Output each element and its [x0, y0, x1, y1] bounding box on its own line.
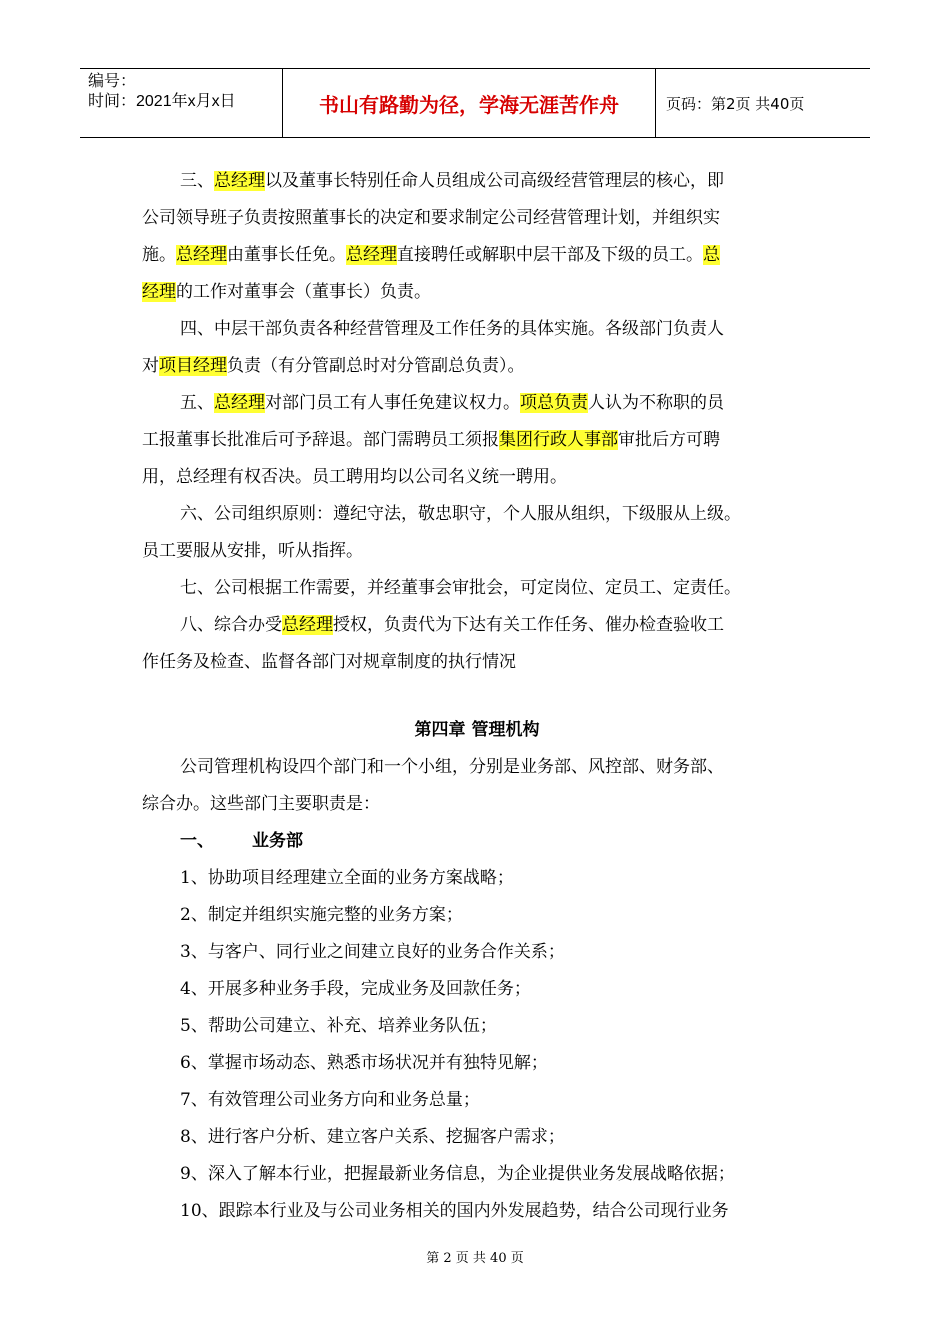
paragraph-3-line-3: 施。总经理由董事长任免。总经理直接聘任或解职中层干部及下级的员工。总	[142, 245, 720, 265]
highlight: 总经理	[176, 245, 227, 265]
list-item: 8、进行客户分析、建立客户关系、挖掘客户需求；	[180, 1127, 565, 1147]
section-title: 业务部	[252, 831, 303, 851]
highlight: 总经理	[214, 171, 265, 191]
paragraph-6-line-2: 员工要服从安排，听从指挥。	[142, 541, 363, 561]
paragraph-8-line-2: 作任务及检查、监督各部门对规章制度的执行情况	[142, 652, 516, 672]
paragraph-3-line-4: 经理的工作对董事会（董事长）负责。	[142, 282, 431, 302]
paragraph-5-line-2: 工报董事长批准后可予辞退。部门需聘员工须报集团行政人事部审批后方可聘	[142, 430, 720, 450]
list-item: 5、帮助公司建立、补充、培养业务队伍；	[180, 1016, 497, 1036]
list-item: 2、制定并组织实施完整的业务方案；	[180, 905, 463, 925]
section-heading	[180, 828, 303, 854]
list-item: 1、协助项目经理建立全面的业务方案战略；	[180, 868, 514, 888]
header-motto: 书山有路勤为径，学海无涯苦作舟	[283, 69, 656, 137]
highlight: 总经理	[282, 615, 333, 635]
highlight: 集团行政人事部	[499, 430, 618, 450]
highlight: 项总负责	[520, 393, 588, 413]
highlight: 项目经理	[159, 356, 227, 376]
list-item: 6、掌握市场动态、熟悉市场状况并有独特见解；	[180, 1053, 548, 1073]
paragraph-5-line-1: 五、总经理对部门员工有人事任免建议权力。项总负责人认为不称职的员	[180, 393, 724, 413]
section-number: 一、	[180, 831, 214, 851]
page-footer: 第 2 页 共 40 页	[426, 1251, 524, 1266]
chapter-title: 第四章 管理机构	[414, 720, 540, 740]
paragraph-3-line-2: 公司领导班子负责按照董事长的决定和要求制定公司经营管理计划，并组织实	[142, 208, 720, 228]
list-item: 4、开展多种业务手段，完成业务及回款任务；	[180, 979, 531, 999]
paragraph-8-line-1: 八、综合办受总经理授权，负责代为下达有关工作任务、催办检查验收工	[180, 615, 724, 635]
page-header-table	[80, 68, 870, 138]
paragraph-7-line-1: 七、公司根据工作需要，并经董事会审批会，可定岗位、定员工、定责任。	[180, 578, 741, 598]
header-number-label: 编号：	[88, 73, 137, 90]
header-page-label: 页码：第2页 共40页	[666, 94, 805, 113]
paragraph-4-line-1: 四、中层干部负责各种经营管理及工作任务的具体实施。各级部门负责人	[180, 319, 724, 339]
highlight: 总经理	[346, 245, 397, 265]
header-meta-cell	[80, 69, 283, 137]
list-item: 3、与客户、同行业之间建立良好的业务合作关系；	[180, 942, 565, 962]
list-item: 10、跟踪本行业及与公司业务相关的国内外发展趋势，结合公司现行业务	[180, 1201, 729, 1221]
paragraph-5-line-3: 用，总经理有权否决。员工聘用均以公司名义统一聘用。	[142, 467, 567, 487]
header-date-label: 时间：2021年x月x日	[88, 93, 236, 110]
chapter-intro-line-1: 公司管理机构设四个部门和一个小组，分别是业务部、风控部、财务部、	[180, 757, 724, 777]
highlight: 总经理	[214, 393, 265, 413]
highlight: 总	[703, 245, 720, 265]
list-item: 9、深入了解本行业，把握最新业务信息，为企业提供业务发展战略依据；	[180, 1164, 735, 1184]
paragraph-6-line-1: 六、公司组织原则：遵纪守法，敬忠职守，个人服从组织，下级服从上级。	[180, 504, 741, 524]
chapter-intro-line-2: 综合办。这些部门主要职责是：	[142, 794, 380, 814]
highlight: 经理	[142, 282, 176, 302]
list-item: 7、有效管理公司业务方向和业务总量；	[180, 1090, 480, 1110]
paragraph-4-line-2: 对项目经理负责（有分管副总时对分管副总负责）。	[142, 356, 525, 376]
paragraph-3-line-1: 三、总经理以及董事长特别任命人员组成公司高级经营管理层的核心，即	[180, 171, 724, 191]
